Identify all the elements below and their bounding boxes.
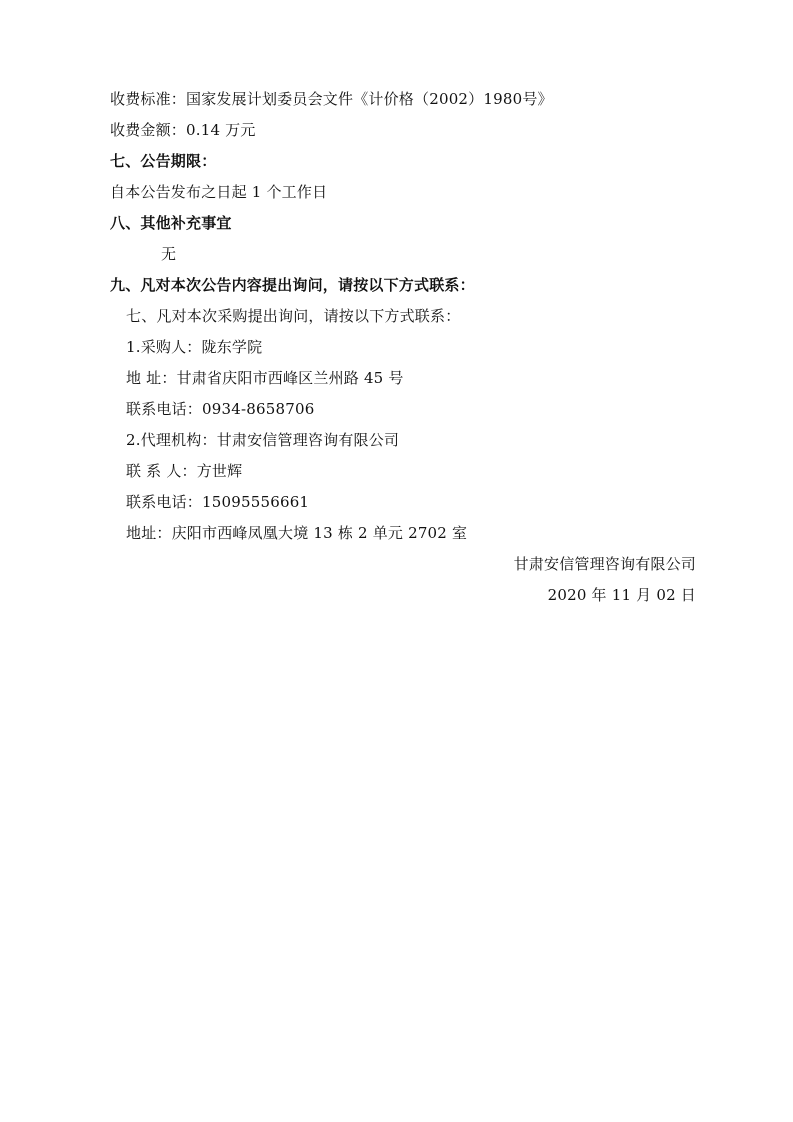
agency-address-line: 地址：庆阳市西峰凤凰大境 13 栋 2 单元 2702 室 [126,524,468,542]
purchaser-line: 1.采购人：陇东学院 [126,338,263,356]
fee-amount-line: 收费金额：0.14 万元 [110,121,256,139]
agency-line: 2.代理机构：甘肃安信管理咨询有限公司 [126,431,400,449]
fee-standard-line: 收费标准：国家发展计划委员会文件《计价格（2002）1980号》 [110,90,553,108]
signature-date: 2020 年 11 月 02 日 [547,586,696,604]
section-8-body: 无 [161,245,177,263]
section-8-heading: 八、其他补充事宜 [110,214,232,232]
signature-company: 甘肃安信管理咨询有限公司 [513,555,696,573]
agency-contact-line: 联 系 人：方世辉 [126,462,243,480]
section-9-heading: 九、凡对本次公告内容提出询问，请按以下方式联系： [110,276,475,294]
section-7-body: 自本公告发布之日起 1 个工作日 [110,183,328,201]
contact-intro-line: 七、凡对本次采购提出询问，请按以下方式联系： [126,307,461,325]
purchaser-phone-line: 联系电话：0934-8658706 [126,400,315,418]
section-7-heading: 七、公告期限： [110,152,217,170]
purchaser-address-line: 地 址：甘肃省庆阳市西峰区兰州路 45 号 [126,369,404,387]
agency-phone-line: 联系电话：15095556661 [126,493,310,511]
